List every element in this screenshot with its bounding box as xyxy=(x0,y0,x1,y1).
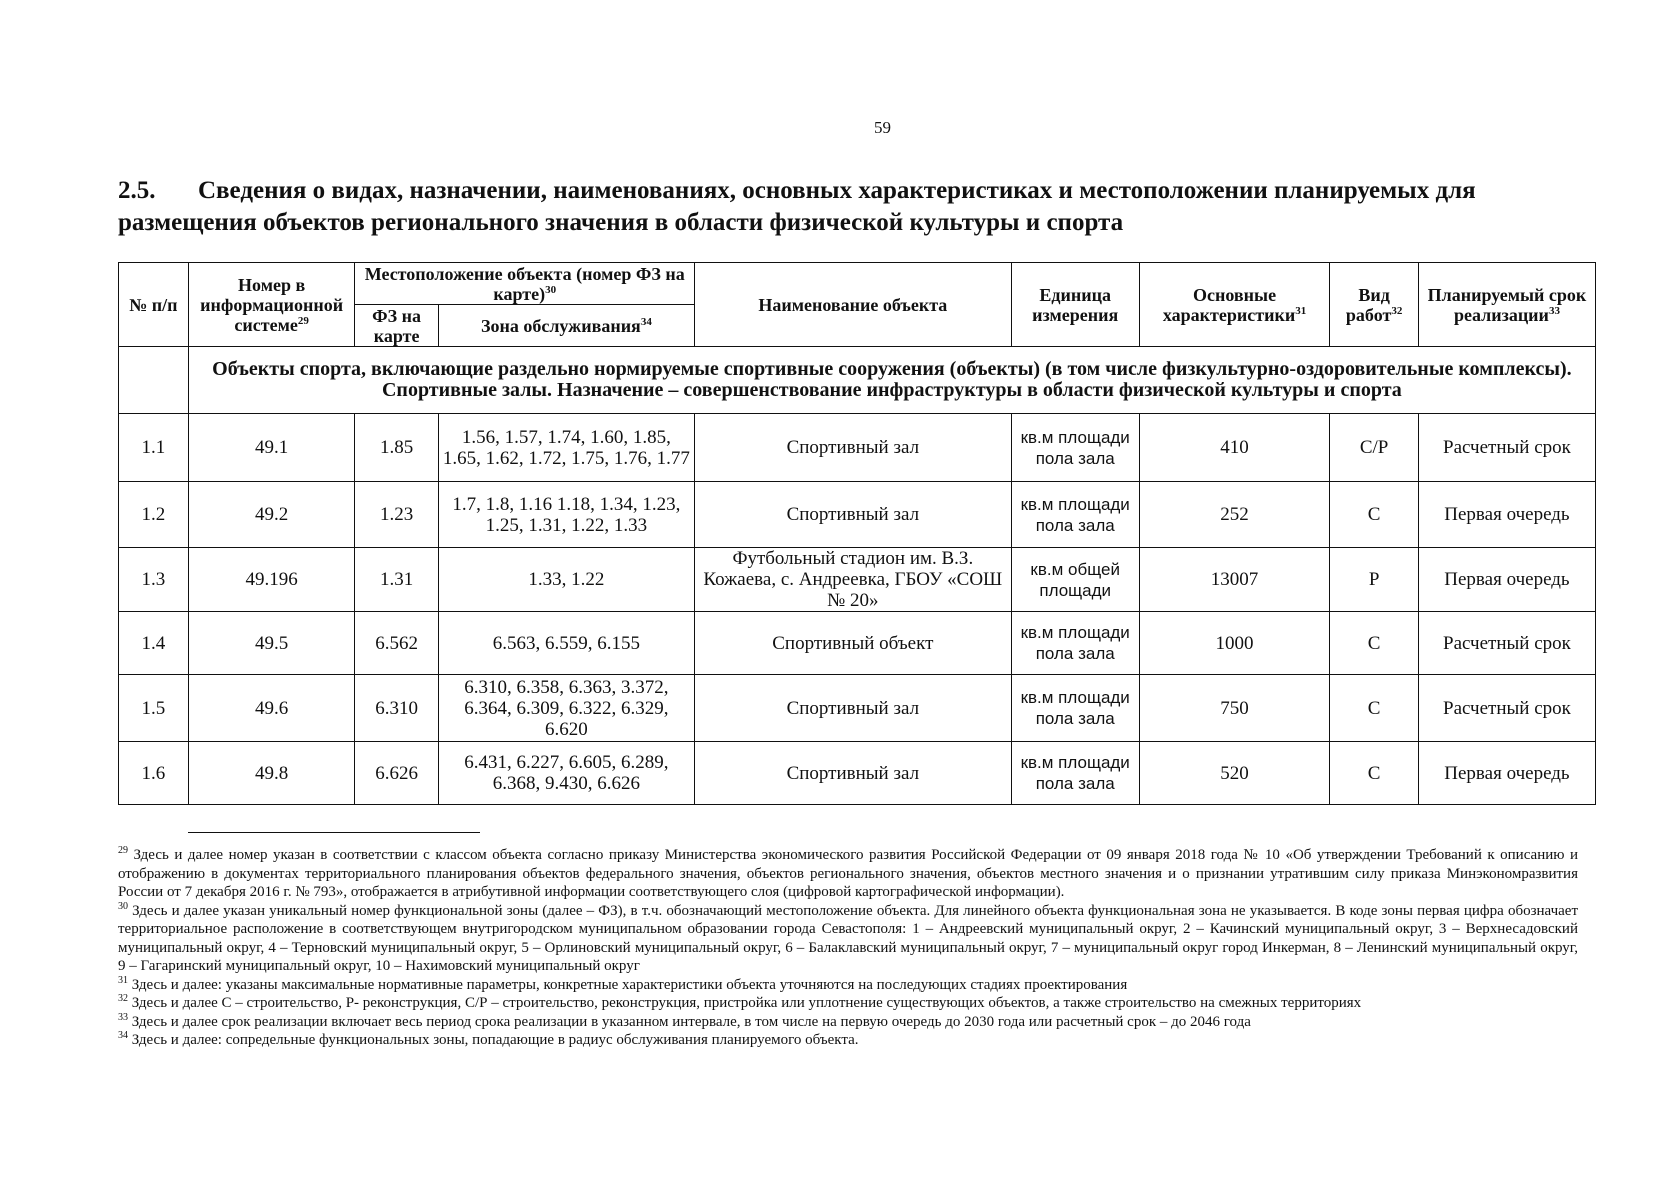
cell-term: Первая очередь xyxy=(1418,482,1595,548)
cell-num: 1.2 xyxy=(119,482,189,548)
cell-name: Спортивный зал xyxy=(695,742,1012,805)
footnote-ref: 31 xyxy=(1295,304,1307,317)
footnote-separator xyxy=(188,832,480,833)
header-fz: ФЗ на карте xyxy=(355,305,438,347)
footnote-text: Здесь и далее номер указан в соответствии с классом объекта согласно приказу Министерства экономического развития Российской Федерации от 09 января 2018 года № 10 «Об утверждении Требований к описанию и отображению в документах территориального планирования объектов федерального значения, объектов регионального значения, объектов местного значения и о признании утратившим силу приказа Минэкономразвития России от 7 декабря 2016 г. № 793», отображается в атрибутивной информации соответствующего слоя (цифровой картографической информации). xyxy=(118,847,1579,900)
header-work-type-text: Вид работ xyxy=(1345,284,1392,325)
footnote-text: Здесь и далее указан уникальный номер функциональной зоны (далее – ФЗ), в т.ч. обозначающий местоположение объекта. Для линейного объекта функциональная зона не указывается. В коде зоны первая цифра обозначает территориальное расположение в соответствующем внутригородском муниципальном образовании города Севастополя: 1 – Андреевский муниципальный округ, 2 – Качинский муниципальный округ, 3 – Верхнесадовский муниципальный округ, 4 – Терновский муниципальный округ, 5 – Орлиновский муниципальный округ, 6 – Балаклавский муниципальный округ, 7 – муниципальный округ город Инкерман, 8 – Ленинский муниципальный округ, 9 – Гагаринский муниципальный округ, 10 – Нахимовский муниципальный округ xyxy=(118,902,1579,974)
section-number: 2.5. xyxy=(118,177,156,204)
cell-characteristics: 1000 xyxy=(1139,612,1330,675)
cell-name: Футбольный стадион им. В.З. Кожаева, с. Андреевка, ГБОУ «СОШ № 20» xyxy=(695,548,1012,612)
cell-unit: кв.м общей площади xyxy=(1011,548,1139,612)
section-title-row xyxy=(119,347,1596,414)
cell-num: 1.3 xyxy=(119,548,189,612)
table-row xyxy=(119,414,1596,482)
footnote-number: 33 xyxy=(118,1011,128,1023)
cell-fz: 1.85 xyxy=(355,414,438,482)
footnote-text: Здесь и далее: сопредельные функциональных зоны, попадающие в радиус обслуживания планируемого объекта. xyxy=(131,1032,859,1048)
cell-unit: кв.м площади пола зала xyxy=(1011,482,1139,548)
cell-name: Спортивный зал xyxy=(695,414,1012,482)
cell-num: 1.6 xyxy=(119,742,189,805)
cell-work-type: Р xyxy=(1330,548,1419,612)
footnotes xyxy=(118,846,1578,1050)
cell-zone: 1.7, 1.8, 1.16 1.18, 1.34, 1.23, 1.25, 1.31, 1.22, 1.33 xyxy=(438,482,694,548)
cell-num: 1.4 xyxy=(119,612,189,675)
footnote xyxy=(118,846,1578,902)
header-term xyxy=(1418,263,1595,347)
page-number: 59 xyxy=(874,118,891,137)
footnote-ref: 30 xyxy=(545,283,557,296)
cell-term: Расчетный срок xyxy=(1418,612,1595,675)
cell-unit: кв.м площади пола зала xyxy=(1011,612,1139,675)
header-info-number xyxy=(188,263,355,347)
footnote-text: Здесь и далее срок реализации включает весь период срока реализации в указанном интервале, в том числе на первую очередь до 2030 года или расчетный срок – до 2046 года xyxy=(131,1013,1251,1030)
cell-unit: кв.м площади пола зала xyxy=(1011,414,1139,482)
table-row xyxy=(119,612,1596,675)
header-zone xyxy=(438,305,694,347)
table-row xyxy=(119,675,1596,742)
cell-fz: 1.31 xyxy=(355,548,438,612)
header-location-text: Местоположение объекта (номер ФЗ на карте) xyxy=(364,263,685,304)
section-title-empty-cell xyxy=(119,347,189,414)
header-num: № п/п xyxy=(119,263,189,347)
cell-info-number: 49.1 xyxy=(188,414,355,482)
cell-name: Спортивный объект xyxy=(695,612,1012,675)
footnote-ref: 29 xyxy=(297,314,309,327)
header-name: Наименование объекта xyxy=(695,263,1012,347)
cell-unit: кв.м площади пола зала xyxy=(1011,742,1139,805)
footnote-text: Здесь и далее С – строительство, Р- реконструкция, С/Р – строительство, реконструкция, пристройка или уплотнение существующих объектов, а также строительство на смежных территориях xyxy=(131,995,1362,1011)
footnote xyxy=(118,902,1578,976)
footnote-ref: 34 xyxy=(640,315,652,328)
cell-fz: 6.310 xyxy=(355,675,438,742)
cell-characteristics: 410 xyxy=(1139,414,1330,482)
cell-work-type: С xyxy=(1330,612,1419,675)
header-unit: Единица измерения xyxy=(1011,263,1139,347)
cell-fz: 1.23 xyxy=(355,482,438,548)
footnote-number: 29 xyxy=(118,845,128,856)
header-info-number-text: Номер в информационной системе xyxy=(200,274,344,335)
table-row xyxy=(119,742,1596,805)
cell-unit: кв.м площади пола зала xyxy=(1011,675,1139,742)
cell-term: Первая очередь xyxy=(1418,742,1595,805)
footnote xyxy=(118,1013,1578,1032)
header-zone-text: Зона обслуживания xyxy=(480,315,641,336)
cell-term: Расчетный срок xyxy=(1418,675,1595,742)
header-work-type xyxy=(1330,263,1419,347)
footnote-number: 31 xyxy=(118,974,128,986)
cell-zone: 6.310, 6.358, 6.363, 3.372, 6.364, 6.309, 6.322, 6.329, 6.620 xyxy=(438,675,694,742)
footnote-number: 34 xyxy=(118,1030,128,1041)
section-heading xyxy=(118,175,1578,239)
table-header-row xyxy=(119,263,1596,305)
cell-name: Спортивный зал xyxy=(695,675,1012,742)
table-row xyxy=(119,482,1596,548)
cell-info-number: 49.8 xyxy=(188,742,355,805)
section-heading-text: Сведения о видах, назначении, наименованиях, основных характеристиках и местоположении планируемых для размещения объектов регионального значения в области физической культуры и спорта xyxy=(118,177,1476,236)
cell-info-number: 49.5 xyxy=(188,612,355,675)
header-characteristics xyxy=(1139,263,1330,347)
footnote-number: 30 xyxy=(118,900,128,912)
cell-work-type: С xyxy=(1330,742,1419,805)
footnote-ref: 33 xyxy=(1548,304,1560,317)
cell-term: Расчетный срок xyxy=(1418,414,1595,482)
footnote-number: 32 xyxy=(118,993,128,1004)
header-characteristics-text: Основные характеристики xyxy=(1162,284,1296,325)
cell-info-number: 49.2 xyxy=(188,482,355,548)
cell-characteristics: 13007 xyxy=(1139,548,1330,612)
footnote xyxy=(118,976,1578,995)
cell-term: Первая очередь xyxy=(1418,548,1595,612)
cell-num: 1.5 xyxy=(119,675,189,742)
header-term-text: Планируемый срок реализации xyxy=(1427,284,1587,325)
footnote-text: Здесь и далее: указаны максимальные нормативные параметры, конкретные характеристики объекта уточняются на последующих стадиях проектирования xyxy=(131,976,1128,993)
cell-fz: 6.626 xyxy=(355,742,438,805)
cell-work-type: С xyxy=(1330,482,1419,548)
section-title-cell: Объекты спорта, включающие раздельно нормируемые спортивные сооружения (объекты) (в том числе физкультурно-оздоровительные комплексы). Спортивные залы. Назначение – совершенствование инфраструктуры в области физической культуры и спорта xyxy=(188,347,1595,414)
footnote xyxy=(118,994,1578,1013)
cell-work-type: С/Р xyxy=(1330,414,1419,482)
cell-zone: 1.56, 1.57, 1.74, 1.60, 1.85, 1.65, 1.62, 1.72, 1.75, 1.76, 1.77 xyxy=(438,414,694,482)
cell-zone: 6.431, 6.227, 6.605, 6.289, 6.368, 9.430, 6.626 xyxy=(438,742,694,805)
objects-table xyxy=(118,262,1596,805)
cell-characteristics: 252 xyxy=(1139,482,1330,548)
cell-info-number: 49.6 xyxy=(188,675,355,742)
cell-work-type: С xyxy=(1330,675,1419,742)
table-row xyxy=(119,548,1596,612)
cell-name: Спортивный зал xyxy=(695,482,1012,548)
cell-characteristics: 750 xyxy=(1139,675,1330,742)
cell-characteristics: 520 xyxy=(1139,742,1330,805)
cell-zone: 1.33, 1.22 xyxy=(438,548,694,612)
cell-info-number: 49.196 xyxy=(188,548,355,612)
cell-fz: 6.562 xyxy=(355,612,438,675)
header-location xyxy=(355,263,695,305)
footnote xyxy=(118,1031,1578,1050)
footnote-ref: 32 xyxy=(1391,304,1403,317)
cell-num: 1.1 xyxy=(119,414,189,482)
cell-zone: 6.563, 6.559, 6.155 xyxy=(438,612,694,675)
